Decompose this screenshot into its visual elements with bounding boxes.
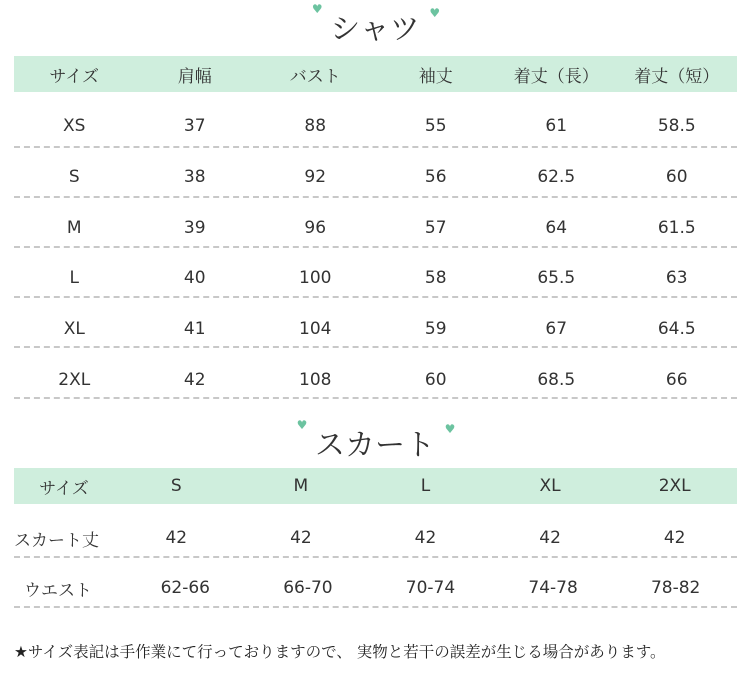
size-cell: XL [63,319,85,339]
row-divider [14,246,737,248]
header-cell: L [420,476,431,496]
header-cell: 2XL [658,476,691,496]
value-cell: 58 [424,268,447,288]
table-row [14,570,737,606]
value-cell: 38 [183,167,206,187]
value-cell: 66-70 [283,578,333,598]
shirt-title-text: シャツ [330,12,420,47]
header-cell: サイズ [39,478,89,499]
size-note: ★サイズ表記は手作業にて行っておりますので、 実物と若干の誤差が生じる場合があります。 [14,643,666,661]
header-cell: M [293,476,309,496]
value-cell: 88 [304,116,327,136]
size-cell: L [69,268,79,288]
value-cell: 60 [665,167,688,187]
value-cell: 104 [299,319,332,339]
table-row [14,108,737,144]
size-cell: M [66,218,82,238]
heart-icon: ♥ [429,6,441,20]
value-cell: 62-66 [160,578,210,598]
skirt-table-header [14,468,737,504]
skirt-section-title [0,420,750,464]
value-cell: 62.5 [537,167,576,187]
value-cell: 65.5 [537,268,576,288]
row-divider [14,397,737,399]
size-cell: 2XL [58,370,91,390]
row-divider [14,606,737,608]
value-cell: 64 [545,218,568,238]
header-cell: 着丈（短） [634,66,720,87]
value-cell: 66 [665,370,688,390]
value-cell: 37 [183,116,206,136]
value-cell: 60 [424,370,447,390]
heart-icon: ♥ [296,418,308,432]
value-cell: 96 [304,218,327,238]
header-cell: バスト [289,66,341,87]
header-cell: 肩幅 [177,66,212,87]
value-cell: 58.5 [657,116,696,136]
row-divider [14,556,737,558]
heart-icon: ♥ [311,2,323,16]
row-divider [14,296,737,298]
shirt-section-title [0,4,750,48]
value-cell: 42 [290,528,312,548]
value-cell: 61 [545,116,568,136]
table-row [14,159,737,195]
measure-label-cell: スカート丈 [14,530,99,551]
value-cell: 42 [414,528,437,548]
table-row [14,311,737,347]
heart-icon: ♥ [444,422,456,436]
header-cell: 袖丈 [418,66,453,87]
table-row [14,210,737,246]
value-cell: 64.5 [657,319,696,339]
table-row [14,362,737,398]
value-cell: 55 [424,116,447,136]
value-cell: 68.5 [537,370,576,390]
value-cell: 67 [545,319,568,339]
value-cell: 70-74 [405,578,456,598]
table-row [14,520,737,556]
value-cell: 108 [299,370,332,390]
row-divider [14,146,737,148]
row-divider [14,196,737,198]
value-cell: 92 [304,167,327,187]
value-cell: 59 [424,319,447,339]
value-cell: 78-82 [650,578,701,598]
measure-label-cell: ウエスト [24,580,92,601]
skirt-title-text: スカート [315,428,435,463]
value-cell: 56 [424,167,447,187]
value-cell: 42 [183,370,206,390]
value-cell: 40 [183,268,206,288]
value-cell: 63 [665,268,688,288]
header-cell: 着丈（長） [513,66,599,87]
value-cell: 57 [424,218,447,238]
value-cell: 74-78 [528,578,578,598]
table-row [14,260,737,296]
value-cell: 42 [165,528,188,548]
value-cell: 42 [539,528,561,548]
value-cell: 41 [183,319,206,339]
value-cell: 100 [299,268,332,288]
value-cell: 61.5 [657,218,696,238]
header-cell: XL [539,476,561,496]
header-cell: S [170,476,182,496]
size-cell: S [68,167,80,187]
row-divider [14,346,737,348]
header-cell: サイズ [49,66,100,87]
value-cell: 42 [663,528,686,548]
shirt-table-header [14,56,737,92]
size-cell: XS [63,116,86,136]
value-cell: 39 [183,218,206,238]
